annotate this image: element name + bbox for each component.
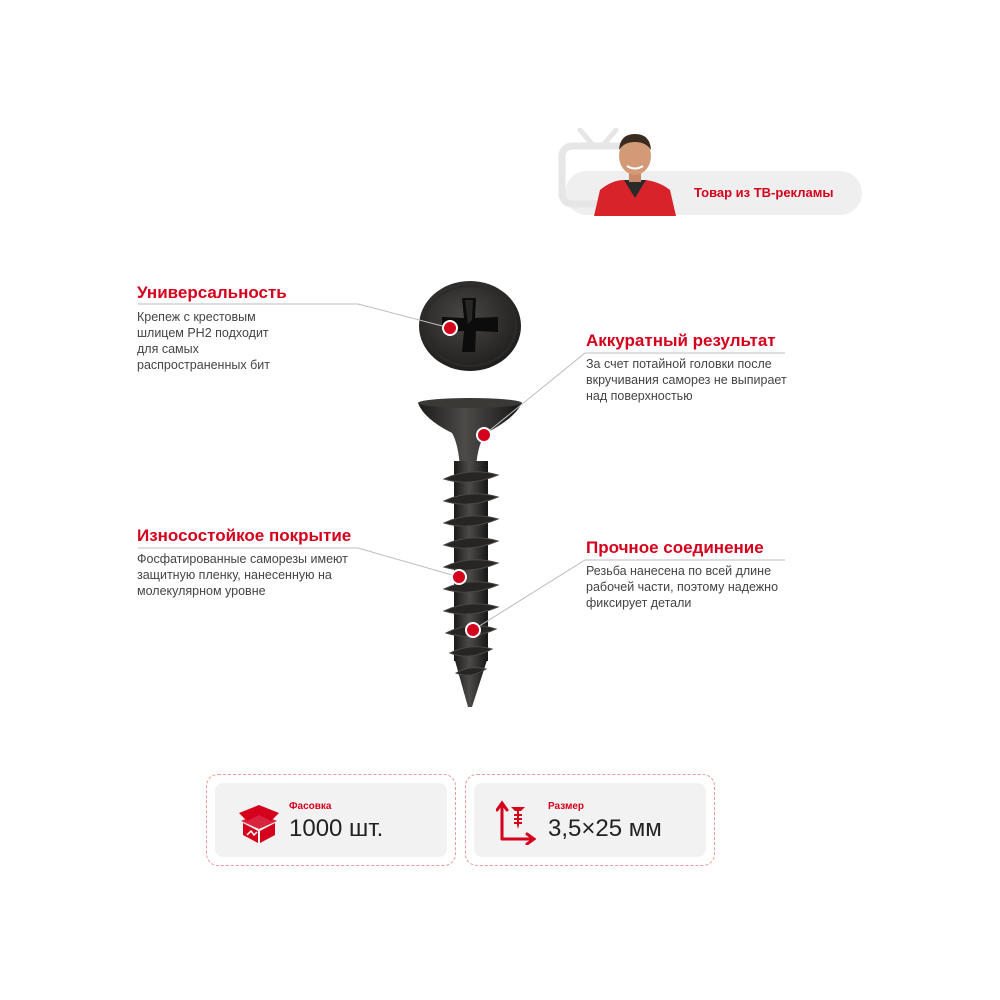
size-card (465, 774, 715, 866)
feature-title-strong: Прочное соединение (586, 538, 764, 557)
feature-title-accurate: Аккуратный результат (586, 331, 776, 350)
feature-title-coating: Износостойкое покрытие (137, 526, 352, 545)
tv-ad-label: Товар из ТВ-рекламы (694, 185, 834, 200)
screw-side-view (410, 395, 530, 710)
size-value: 3,5×25 мм (548, 815, 662, 842)
feature-text-strong: Резьба нанесена по всей длине рабочей части, поэтому надежно фиксирует детали (586, 564, 779, 610)
packing-value: 1000 шт. (289, 815, 384, 842)
packing-card (206, 774, 456, 866)
size-label: Размер (548, 801, 585, 812)
packing-label: Фасовка (289, 801, 332, 812)
dimensions-screw-icon (496, 799, 536, 845)
screw-head-top-view (418, 280, 523, 372)
feature-text-accurate: За счет потайной головки после вкручивания саморез не выпирает над поверхностью (586, 357, 787, 403)
open-box-icon (235, 801, 283, 845)
feature-text-universal: Крепеж с крестовым шлицем PH2 подходит для самых распространенных бит (137, 310, 270, 372)
feature-text-coating: Фосфатированные саморезы имеют защитную пленку, нанесенную на молекулярном уровне (137, 552, 348, 598)
feature-title-universal: Универсальность (137, 283, 287, 302)
presenter-photo (590, 128, 680, 216)
